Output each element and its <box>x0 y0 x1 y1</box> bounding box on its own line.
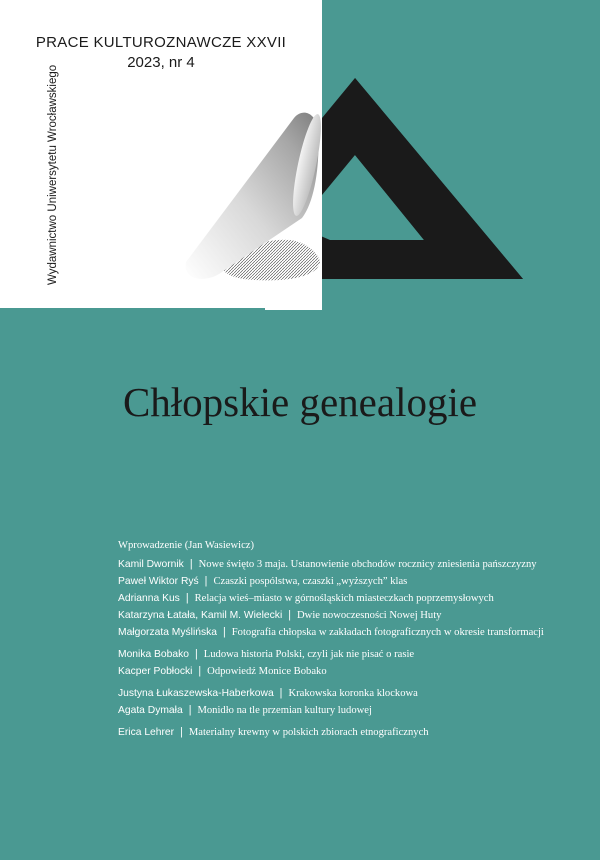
toc-entry <box>118 626 544 638</box>
toc-entry <box>118 665 327 677</box>
toc-entry <box>118 687 418 699</box>
toc-title: Krakowska koronka klockowa <box>288 688 418 699</box>
toc-separator: | <box>198 665 202 677</box>
introduction-line: Wprowadzenie (Jan Wasiewicz) <box>118 540 255 551</box>
toc-author: Małgorzata Myślińska <box>118 627 217 638</box>
toc-title: Ludowa historia Polski, czyli jak nie pisać o rasie <box>203 649 415 660</box>
toc-entry <box>118 648 414 660</box>
toc-separator: | <box>180 726 183 738</box>
toc-author: Paweł Wiktor Ryś <box>118 576 199 587</box>
toc-title: Dwie nowoczesności Nowej Huty <box>297 610 442 621</box>
toc-separator: | <box>288 609 292 621</box>
publisher-name: Wydawnictwo Uniwersytetu Wrocławskiego <box>47 64 59 285</box>
toc-title: Relacja wieś–miasto w górnośląskich miasteczkach poprzemysłowych <box>194 593 494 604</box>
book-title: Chłopskie genealogie <box>122 379 478 425</box>
journal-series: PRACE KULTUROZNAWCZE XXVII <box>35 34 287 51</box>
toc-title: Monidło na tle przemian kultury ludowej <box>197 705 372 716</box>
journal-issue: 2023, nr 4 <box>127 54 195 71</box>
toc-title: Materialny krewny w polskich zbiorach etnograficznych <box>188 727 429 738</box>
toc-separator: | <box>223 626 226 638</box>
toc-separator: | <box>189 558 193 570</box>
toc-separator: | <box>188 704 192 716</box>
toc-author: Katarzyna Łatała, Kamil M. Wielecki <box>118 610 283 621</box>
toc-author: Justyna Łukaszewska-Haberkowa <box>118 688 274 699</box>
toc-entry <box>118 704 372 716</box>
toc-entry <box>118 609 441 621</box>
toc-title: Nowe święto 3 maja. Ustanowienie obchodów rocznicy zniesienia pańszczyzny <box>198 559 537 570</box>
toc-separator: | <box>194 648 198 660</box>
toc-author: Kamil Dwornik <box>118 559 184 570</box>
toc-author: Agata Dymała <box>118 705 183 716</box>
toc-entry <box>118 558 537 570</box>
toc-entry <box>118 726 429 738</box>
toc-author: Adrianna Kus <box>118 593 180 604</box>
toc-author: Erica Lehrer <box>118 727 175 738</box>
toc-author: Monika Bobako <box>118 649 189 660</box>
toc-separator: | <box>204 575 208 587</box>
toc-title: Fotografia chłopska w zakładach fotograficznych w okresie transformacji <box>231 627 544 638</box>
toc-title: Odpowiedź Monice Bobako <box>207 666 327 677</box>
toc-entry <box>118 575 407 587</box>
toc-entry <box>118 592 494 604</box>
toc-author: Kacper Pobłocki <box>118 666 193 677</box>
toc-separator: | <box>279 687 283 699</box>
toc-title: Czaszki pospólstwa, czaszki „wyższych” klas <box>213 576 408 587</box>
toc-separator: | <box>185 592 189 604</box>
